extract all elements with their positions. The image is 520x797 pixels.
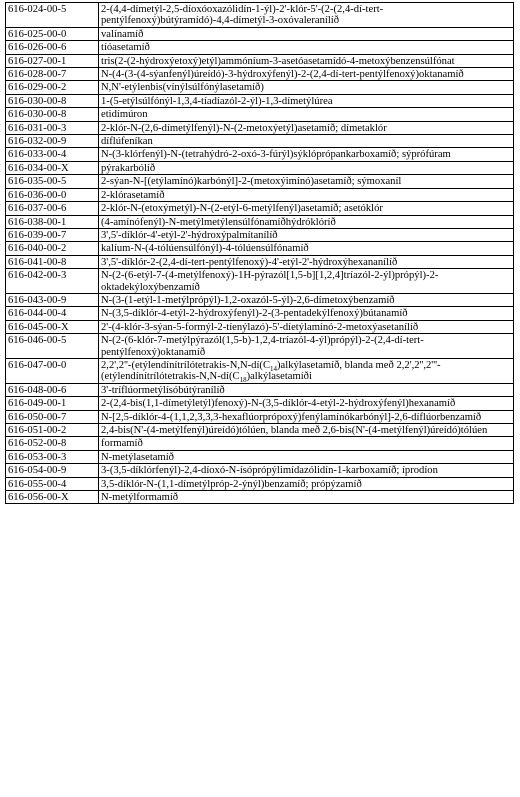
table-row [6, 334, 514, 359]
chemical-name [99, 358, 514, 383]
index-number: 616-049-00-1 [6, 397, 99, 410]
table-row [6, 81, 514, 94]
chemical-name: tris(2-(2-hýdroxýetoxý)etýl)ammóníum-3-asetóasetamídó-4-metoxýbenzensúlfónat [99, 54, 514, 67]
table-row [6, 27, 514, 40]
chemical-name-part: )alkýlasetamíð, blanda með 2,2',2'',2'''-(etýlendínítrílótetrakis-N,N-dí(C [101, 359, 441, 383]
index-number: 616-052-00-8 [6, 437, 99, 450]
chemical-name: 3-(3,5-díklórfenýl)-2,4-díoxó-N-ísóprópýlimídazólidín-1-karboxamíð; íprodíon [99, 464, 514, 477]
index-number: 616-048-00-6 [6, 383, 99, 396]
table-row [6, 424, 514, 437]
index-number: 616-041-00-8 [6, 255, 99, 268]
substance-table-body [6, 3, 514, 504]
chemical-name: N-(4-(3-(4-sýanfenýl)úreídó)-3-hýdroxýfenýl)-2-(2,4-dí-tert-pentýlfenoxý)oktanamíð [99, 68, 514, 81]
index-number: 616-028-00-7 [6, 68, 99, 81]
substance-table [5, 2, 514, 504]
table-row [6, 108, 514, 121]
chemical-name: kalíum-N-(4-tólúensúlfónýl)-4-tólúensúlfónamíð [99, 242, 514, 255]
index-number: 616-032-00-9 [6, 135, 99, 148]
chemical-name: pýrakarbólíð [99, 161, 514, 174]
chemical-name: 3',5'-díklór-2-(2,4-dí-tert-pentýlfenoxý)-4'-etýl-2'-hýdroxýhexananílíð [99, 255, 514, 268]
index-number: 616-033-00-4 [6, 148, 99, 161]
chemical-name-part: )alkýlasetamíði [246, 371, 312, 383]
index-number: 616-037-00-6 [6, 202, 99, 215]
table-row [6, 175, 514, 188]
index-number: 616-025-00-0 [6, 27, 99, 40]
table-row [6, 148, 514, 161]
index-number: 616-053-00-3 [6, 450, 99, 463]
carbon-count-subscript: 14 [270, 365, 278, 374]
chemical-name: 2'-(4-klór-3-sýan-5-formýl-2-tíenýlazó)-5'-díetýlamínó-2-metoxýasetanílíð [99, 320, 514, 333]
index-number: 616-050-00-7 [6, 410, 99, 423]
chemical-name: 2-(4,4-dímetýl-2,5-díoxóoxazólidín-1-ýl)-2'-klór-5'-(2-(2,4-dí-tert-pentýlfenoxý)bútýramídó)-4,4-dímetýl-3-oxóvaleranílíð [99, 3, 514, 28]
table-row [6, 161, 514, 174]
table-row [6, 94, 514, 107]
chemical-name: tíóasetamíð [99, 41, 514, 54]
index-number: 616-038-00-1 [6, 215, 99, 228]
chemical-name: N-metýlformamíð [99, 491, 514, 504]
chemical-name: N-(3-(1-etýl-1-metýlprópýl)-1,2-oxazól-5-ýl)-2,6-dímetoxýbenzamíð [99, 293, 514, 306]
chemical-name: N-metýlasetamíð [99, 450, 514, 463]
table-row [6, 188, 514, 201]
table-row [6, 410, 514, 423]
table-row [6, 450, 514, 463]
table-row [6, 293, 514, 306]
table-row [6, 228, 514, 241]
table-row [6, 54, 514, 67]
chemical-name: N-[2,5-díklór-4-(1,1,2,3,3,3-hexaflúorprópoxý)fenýlamínókarbónýl]-2,6-díflúorbenzamíð [99, 410, 514, 423]
table-row [6, 3, 514, 28]
chemical-name: 2-(2,4-bis(1,1-dímetýletýl)fenoxý)-N-(3,5-díklór-4-etýl-2-hýdroxýfenýl)hexanamíð [99, 397, 514, 410]
index-number: 616-024-00-5 [6, 3, 99, 28]
chemical-name-part: 2,2',2''-(etýlendínítrílótetrakis-N,N-dí(C [101, 359, 271, 371]
index-number: 616-026-00-6 [6, 41, 99, 54]
table-row [6, 121, 514, 134]
chemical-name: 2-sýan-N-[(etýlamínó)karbónýl]-2-(metoxýimínó)asetamíð; sýmoxaníl [99, 175, 514, 188]
index-number: 616-055-00-4 [6, 477, 99, 490]
index-number: 616-029-00-2 [6, 81, 99, 94]
chemical-name: N-(3,5-díklór-4-etýl-2-hýdroxýfenýl)-2-(3-pentadekýlfenoxý)bútanamíð [99, 307, 514, 320]
chemical-name: 3,5-díklór-N-(1,1-dímetýlpróp-2-ýnýl)benzamíð; própýzamíð [99, 477, 514, 490]
table-row [6, 307, 514, 320]
chemical-name: 2-klórasetamíð [99, 188, 514, 201]
index-number: 616-056-00-X [6, 491, 99, 504]
index-number: 616-051-00-2 [6, 424, 99, 437]
carbon-count-subscript: 18 [239, 376, 247, 385]
index-number: 616-046-00-5 [6, 334, 99, 359]
table-row [6, 215, 514, 228]
chemical-name: 3',5'-díklór-4'-etýl-2'-hýdroxýpalmítanílíð [99, 228, 514, 241]
table-row [6, 242, 514, 255]
table-row [6, 320, 514, 333]
index-number: 616-047-00-0 [6, 358, 99, 383]
index-number: 616-036-00-0 [6, 188, 99, 201]
chemical-name: etidímúron [99, 108, 514, 121]
chemical-name: díflúfeníkan [99, 135, 514, 148]
table-row [6, 135, 514, 148]
table-row [6, 437, 514, 450]
index-number: 616-054-00-9 [6, 464, 99, 477]
index-number: 616-045-00-X [6, 320, 99, 333]
table-row [6, 491, 514, 504]
chemical-name: 2-klór-N-(etoxýmetýl)-N-(2-etýl-6-metýlfenýl)asetamíð; asetóklór [99, 202, 514, 215]
index-number: 616-035-00-5 [6, 175, 99, 188]
index-number: 616-030-00-8 [6, 108, 99, 121]
chemical-name: N-(3-klórfenýl)-N-(tetrahýdró-2-oxó-3-fúrýl)sýklóprópankarboxamíð; sýprófúram [99, 148, 514, 161]
table-row [6, 68, 514, 81]
table-row [6, 269, 514, 294]
chemical-name: (4-amínófenýl)-N-metýlmetýlensúlfónamíðhýdróklóríð [99, 215, 514, 228]
table-row [6, 202, 514, 215]
table-row [6, 41, 514, 54]
index-number: 616-040-00-2 [6, 242, 99, 255]
chemical-name: 1-(5-etýlsúlfónýl-1,3,4-tíadíazól-2-ýl)-1,3-dímetýlúrea [99, 94, 514, 107]
chemical-name: formamíð [99, 437, 514, 450]
table-row [6, 358, 514, 383]
chemical-name: N-(2-(6-klór-7-metýlpýrazól(1,5-b)-1,2,4-tríazól-4-ýl)própýl)-2-(2,4-dí-tert-pentýlfenoxý)oktanamíð [99, 334, 514, 359]
chemical-name: 2-klór-N-(2,6-dímetýlfenýl)-N-(2-metoxýetýl)asetamíð; dímetaklór [99, 121, 514, 134]
index-number: 616-031-00-3 [6, 121, 99, 134]
table-row [6, 464, 514, 477]
index-number: 616-043-00-9 [6, 293, 99, 306]
chemical-name: 3'-tríflúormetýlísóbútýranílíð [99, 383, 514, 396]
index-number: 616-027-00-1 [6, 54, 99, 67]
chemical-name: N,N'-etýlenbis(vínýlsúlfónýlasetamíð) [99, 81, 514, 94]
index-number: 616-034-00-X [6, 161, 99, 174]
chemical-name: 2,4-bis(N'-(4-metýlfenýl)úreídó)tólúen, blanda með 2,6-bis(N'-(4-metýlfenýl)úreídó)tólúen [99, 424, 514, 437]
table-row [6, 255, 514, 268]
chemical-name: valínamíð [99, 27, 514, 40]
index-number: 616-044-00-4 [6, 307, 99, 320]
table-row [6, 383, 514, 396]
index-number: 616-030-00-8 [6, 94, 99, 107]
table-row [6, 397, 514, 410]
chemical-name: N-(2-(6-etýl-7-(4-metýlfenoxý)-1H-pýrazól[1,5-b][1,2,4]tríazól-2-ýl)própýl)-2-oktadekýloxýbenzamíð [99, 269, 514, 294]
index-number: 616-042-00-3 [6, 269, 99, 294]
index-number: 616-039-00-7 [6, 228, 99, 241]
table-row [6, 477, 514, 490]
